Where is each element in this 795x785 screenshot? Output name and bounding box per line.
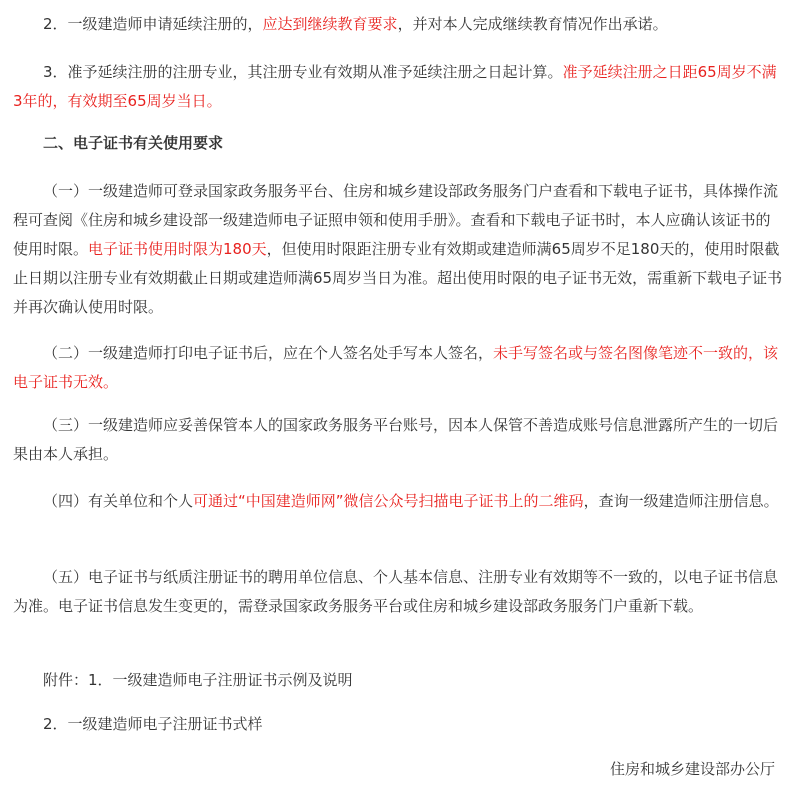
attachment-item-1: 附件：1．一级建造师电子注册证书示例及说明	[43, 671, 353, 689]
highlight-text: 可通过“中国建造师网”微信公众号扫描电子证书上的二维码	[193, 492, 584, 510]
paragraph-signature-requirement	[13, 339, 783, 397]
highlight-text: 未手写签名或与签名图像笔迹不一致的，该电子证书无效。	[13, 344, 779, 391]
paragraph-text: （一）一级建造师可登录国家政务服务平台、住房和城乡建设部政务服务门户查看和下载电子证书，具体操作流程可查阅《住房和城乡建设部一级建造师电子证照申领和使用手册》。查看和下载电子证书时，本人应确认该证书的使用时限。	[13, 182, 779, 258]
paragraph-text: ，查询一级建造师注册信息。	[583, 492, 779, 510]
paragraph-renewal-education	[13, 10, 783, 39]
attachment-item-2: 2．一级建造师电子注册证书式样	[43, 715, 263, 733]
paragraph-text: ，并对本人完成继续教育情况作出承诺。	[397, 15, 668, 33]
paragraph-text: （五）电子证书与纸质注册证书的聘用单位信息、个人基本信息、注册专业有效期等不一致的，以电子证书信息为准。电子证书信息发生变更的，需登录国家政务服务平台或住房和城乡建设部政务服务门户重新下载。	[13, 568, 779, 615]
paragraph-account-safekeeping	[13, 411, 783, 469]
highlight-text: 应达到继续教育要求	[262, 15, 398, 33]
section-heading: 二、电子证书有关使用要求	[43, 134, 224, 152]
paragraph-certificate-download	[13, 177, 783, 322]
paragraph-text: 2．一级建造师申请延续注册的，	[43, 15, 263, 33]
issuer-signature: 住房和城乡建设部办公厅	[609, 760, 775, 778]
paragraph-text: （二）一级建造师打印电子证书后，应在个人签名处手写本人签名，	[43, 344, 494, 362]
paragraph-validity-period	[13, 58, 783, 116]
paragraph-text: （三）一级建造师应妥善保管本人的国家政务服务平台账号，因本人保管不善造成账号信息泄露所产生的一切后果由本人承担。	[13, 416, 779, 463]
highlight-text: 电子证书使用时限为180天	[88, 240, 267, 258]
paragraph-text: （四）有关单位和个人	[43, 492, 194, 510]
paragraph-text: ，但使用时限距注册专业有效期或建造师满65周岁不足180天的，使用时限截止日期以注册专业有效期截止日期或建造师满65周岁当日为准。超出使用时限的电子证书无效，需重新下载电子证书并再次确认使用时限。	[13, 240, 783, 316]
paragraph-text: 3．准予延续注册的注册专业，其注册专业有效期从准予延续注册之日起计算。	[43, 63, 563, 81]
paragraph-information-priority	[13, 563, 783, 621]
highlight-text: 准予延续注册之日距65周岁不满3年的，有效期至65周岁当日。	[13, 63, 777, 110]
paragraph-qr-query	[13, 487, 783, 516]
